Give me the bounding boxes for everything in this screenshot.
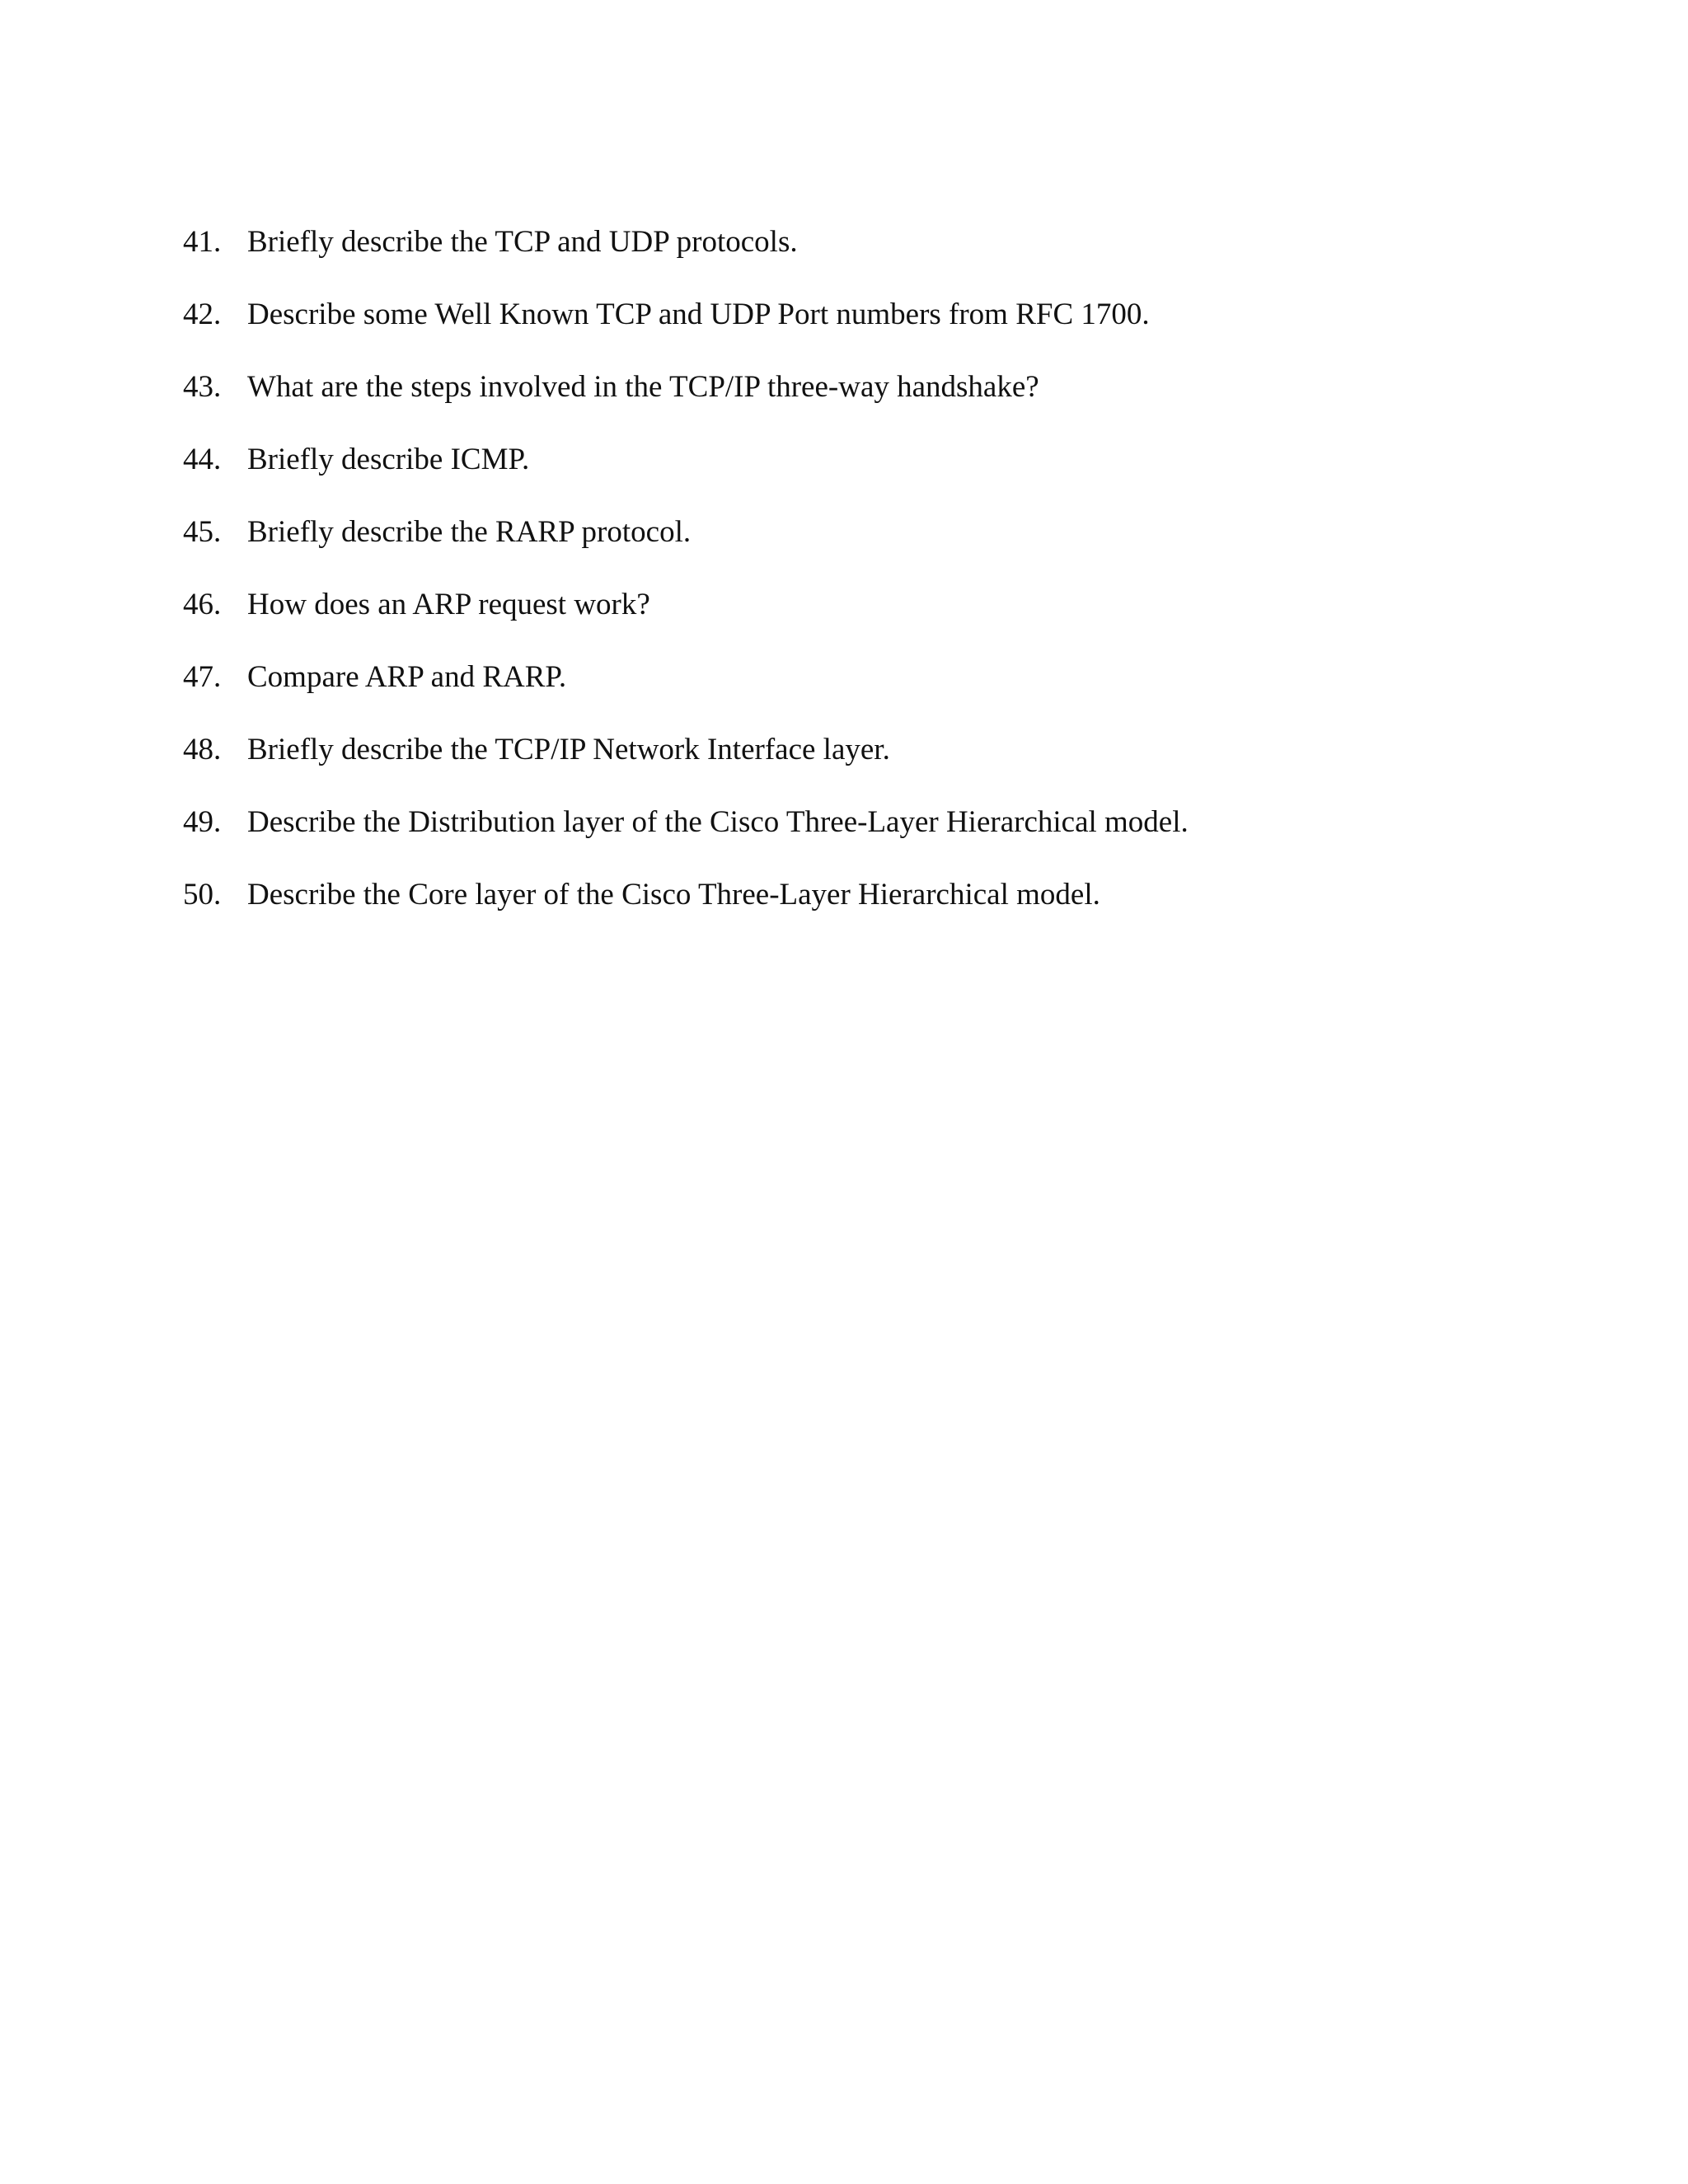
question-text: Describe some Well Known TCP and UDP Port numbers from RFC 1700.: [247, 298, 1150, 331]
question-text: Briefly describe ICMP.: [247, 443, 530, 476]
question-item: [183, 804, 1189, 877]
question-item: [183, 442, 1189, 514]
question-text: Briefly describe the TCP/IP Network Interface layer.: [247, 733, 890, 766]
question-item: [183, 732, 1189, 804]
question-number: 50.: [183, 878, 222, 912]
question-item: [183, 659, 1189, 732]
question-text: Compare ARP and RARP.: [247, 660, 567, 694]
question-number: 48.: [183, 733, 222, 766]
question-item: [183, 297, 1189, 369]
question-number: 42.: [183, 298, 222, 331]
question-number: 41.: [183, 225, 222, 259]
question-number: 47.: [183, 660, 222, 694]
question-item: [183, 877, 1189, 949]
question-text: How does an ARP request work?: [247, 588, 650, 621]
question-text: Describe the Distribution layer of the Cisco Three-Layer Hierarchical model.: [247, 805, 1189, 839]
question-item: [183, 224, 1189, 297]
question-number: 49.: [183, 805, 222, 839]
question-item: [183, 514, 1189, 587]
question-item: [183, 369, 1189, 442]
question-number: 46.: [183, 588, 222, 621]
question-text: Briefly describe the RARP protocol.: [247, 515, 692, 549]
question-number: 45.: [183, 515, 222, 549]
question-list: [183, 224, 1189, 949]
question-text: Describe the Core layer of the Cisco Three-Layer Hierarchical model.: [247, 878, 1100, 912]
question-text: Briefly describe the TCP and UDP protocols.: [247, 225, 798, 259]
question-number: 43.: [183, 370, 222, 404]
question-number: 44.: [183, 443, 222, 476]
question-item: [183, 587, 1189, 659]
question-text: What are the steps involved in the TCP/IP three-way handshake?: [247, 370, 1039, 404]
